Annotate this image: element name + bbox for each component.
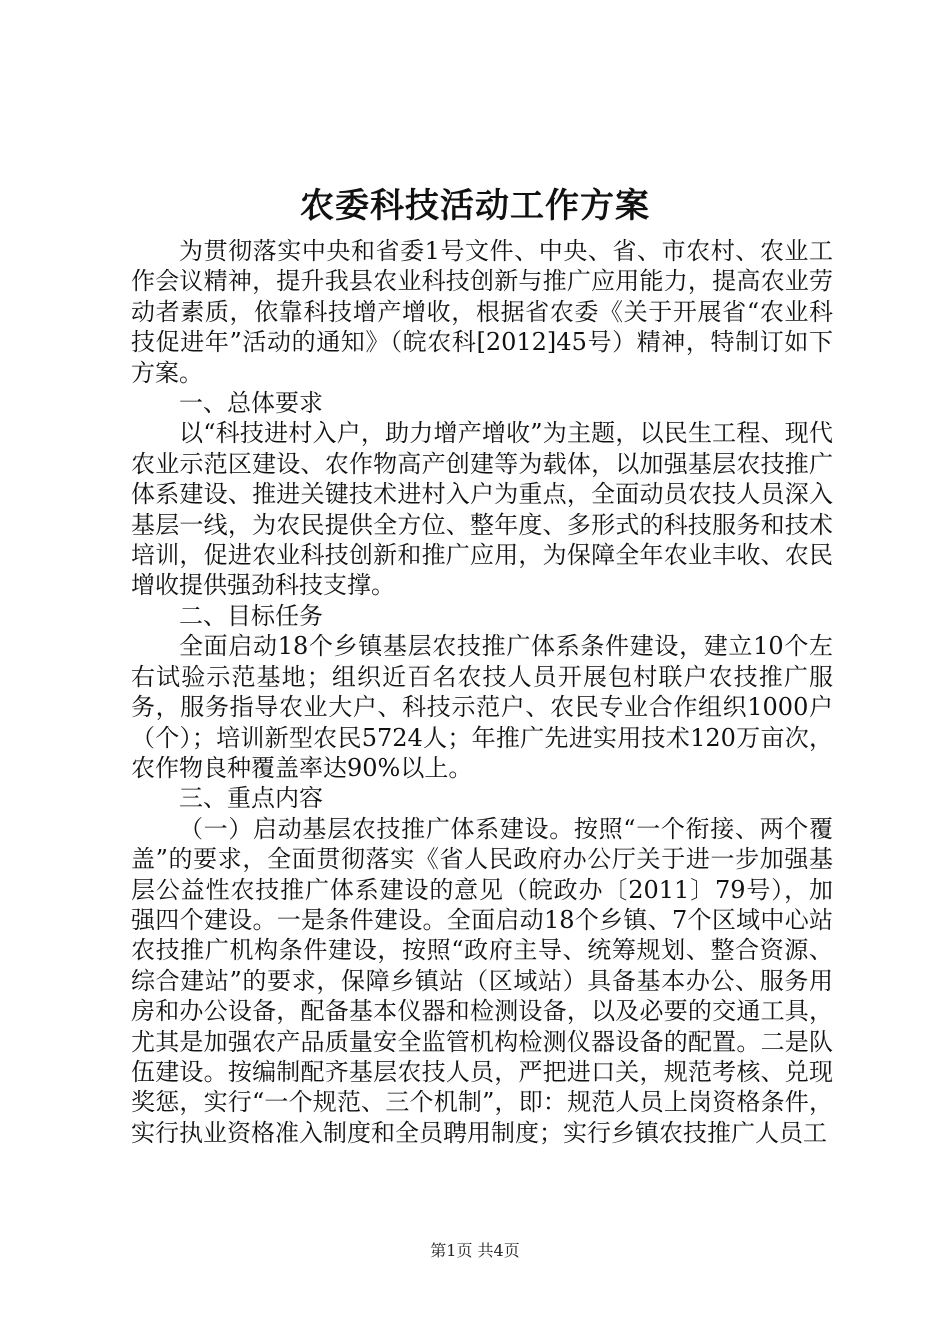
key-content-paragraph: （一）启动基层农技推广体系建设。按照“一个衔接、两个覆盖”的要求，全面贯彻落实《省人民政府办公厅关于进一步加强基层公益性农技推广体系建设的意见（皖政办〔2011〕79号），加强四个建设。一是条件建设。全面启动18个乡镇、7个区域中心站农技推广机构条件建设，按照“政府主导、统筹规划、整合资源、综合建站”的要求，保障乡镇站（区域站）具备基本办公、服务用房和办公设备，配备基本仪器和检测设备，以及必要的交通工具，尤其是加强农产品质量安全监管机构检测仪器设备的配置。二是队伍建设。按编制配齐基层农技人员，严把进口关，规范考核、兑现奖惩，实行“一个规范、三个机制”，即：规范人员上岗资格条件，实行执业资格准入制度和全员聘用制度；实行乡镇农技推广人员工 — [131, 814, 833, 1147]
document-body — [131, 236, 833, 1148]
section-heading-goals-tasks: 二、目标任务 — [179, 601, 323, 630]
goals-tasks-paragraph: 全面启动18个乡镇基层农技推广体系条件建设，建立10个左右试验示范基地；组织近百名农技人员开展包村联户农技推广服务，服务指导农业大户、科技示范户、农民专业合作组织1000户（个）；培训新型农民5724人；年推广先进实用技术120万亩次，农作物良种覆盖率达90%以上。 — [131, 632, 833, 782]
general-requirements-paragraph: 以“科技进村入户，助力增产增收”为主题，以民生工程、现代农业示范区建设、农作物高产创建等为载体，以加强基层农技推广体系建设、推进关键技术进村入户为重点，全面动员农技人员深入基层一线，为农民提供全方位、整年度、多形式的科技服务和技术培训，促进农业科技创新和推广应用，为保障全年农业丰收、农民增收提供强劲科技支撑。 — [131, 419, 833, 600]
intro-paragraph: 为贯彻落实中央和省委1号文件、中央、省、市农村、农业工作会议精神，提升我县农业科技创新与推广应用能力，提高农业劳动者素质，依靠科技增产增收，根据省农委《关于开展省“农业科技促进年”活动的通知》（皖农科[2012]45号）精神，特制订如下方案。 — [131, 237, 833, 387]
page-footer: 第1页 共4页 — [430, 1241, 520, 1260]
section-heading-key-content: 三、重点内容 — [179, 784, 323, 813]
document-title: 农委科技活动工作方案 — [300, 186, 650, 226]
section-heading-general-requirements: 一、总体要求 — [179, 389, 323, 418]
